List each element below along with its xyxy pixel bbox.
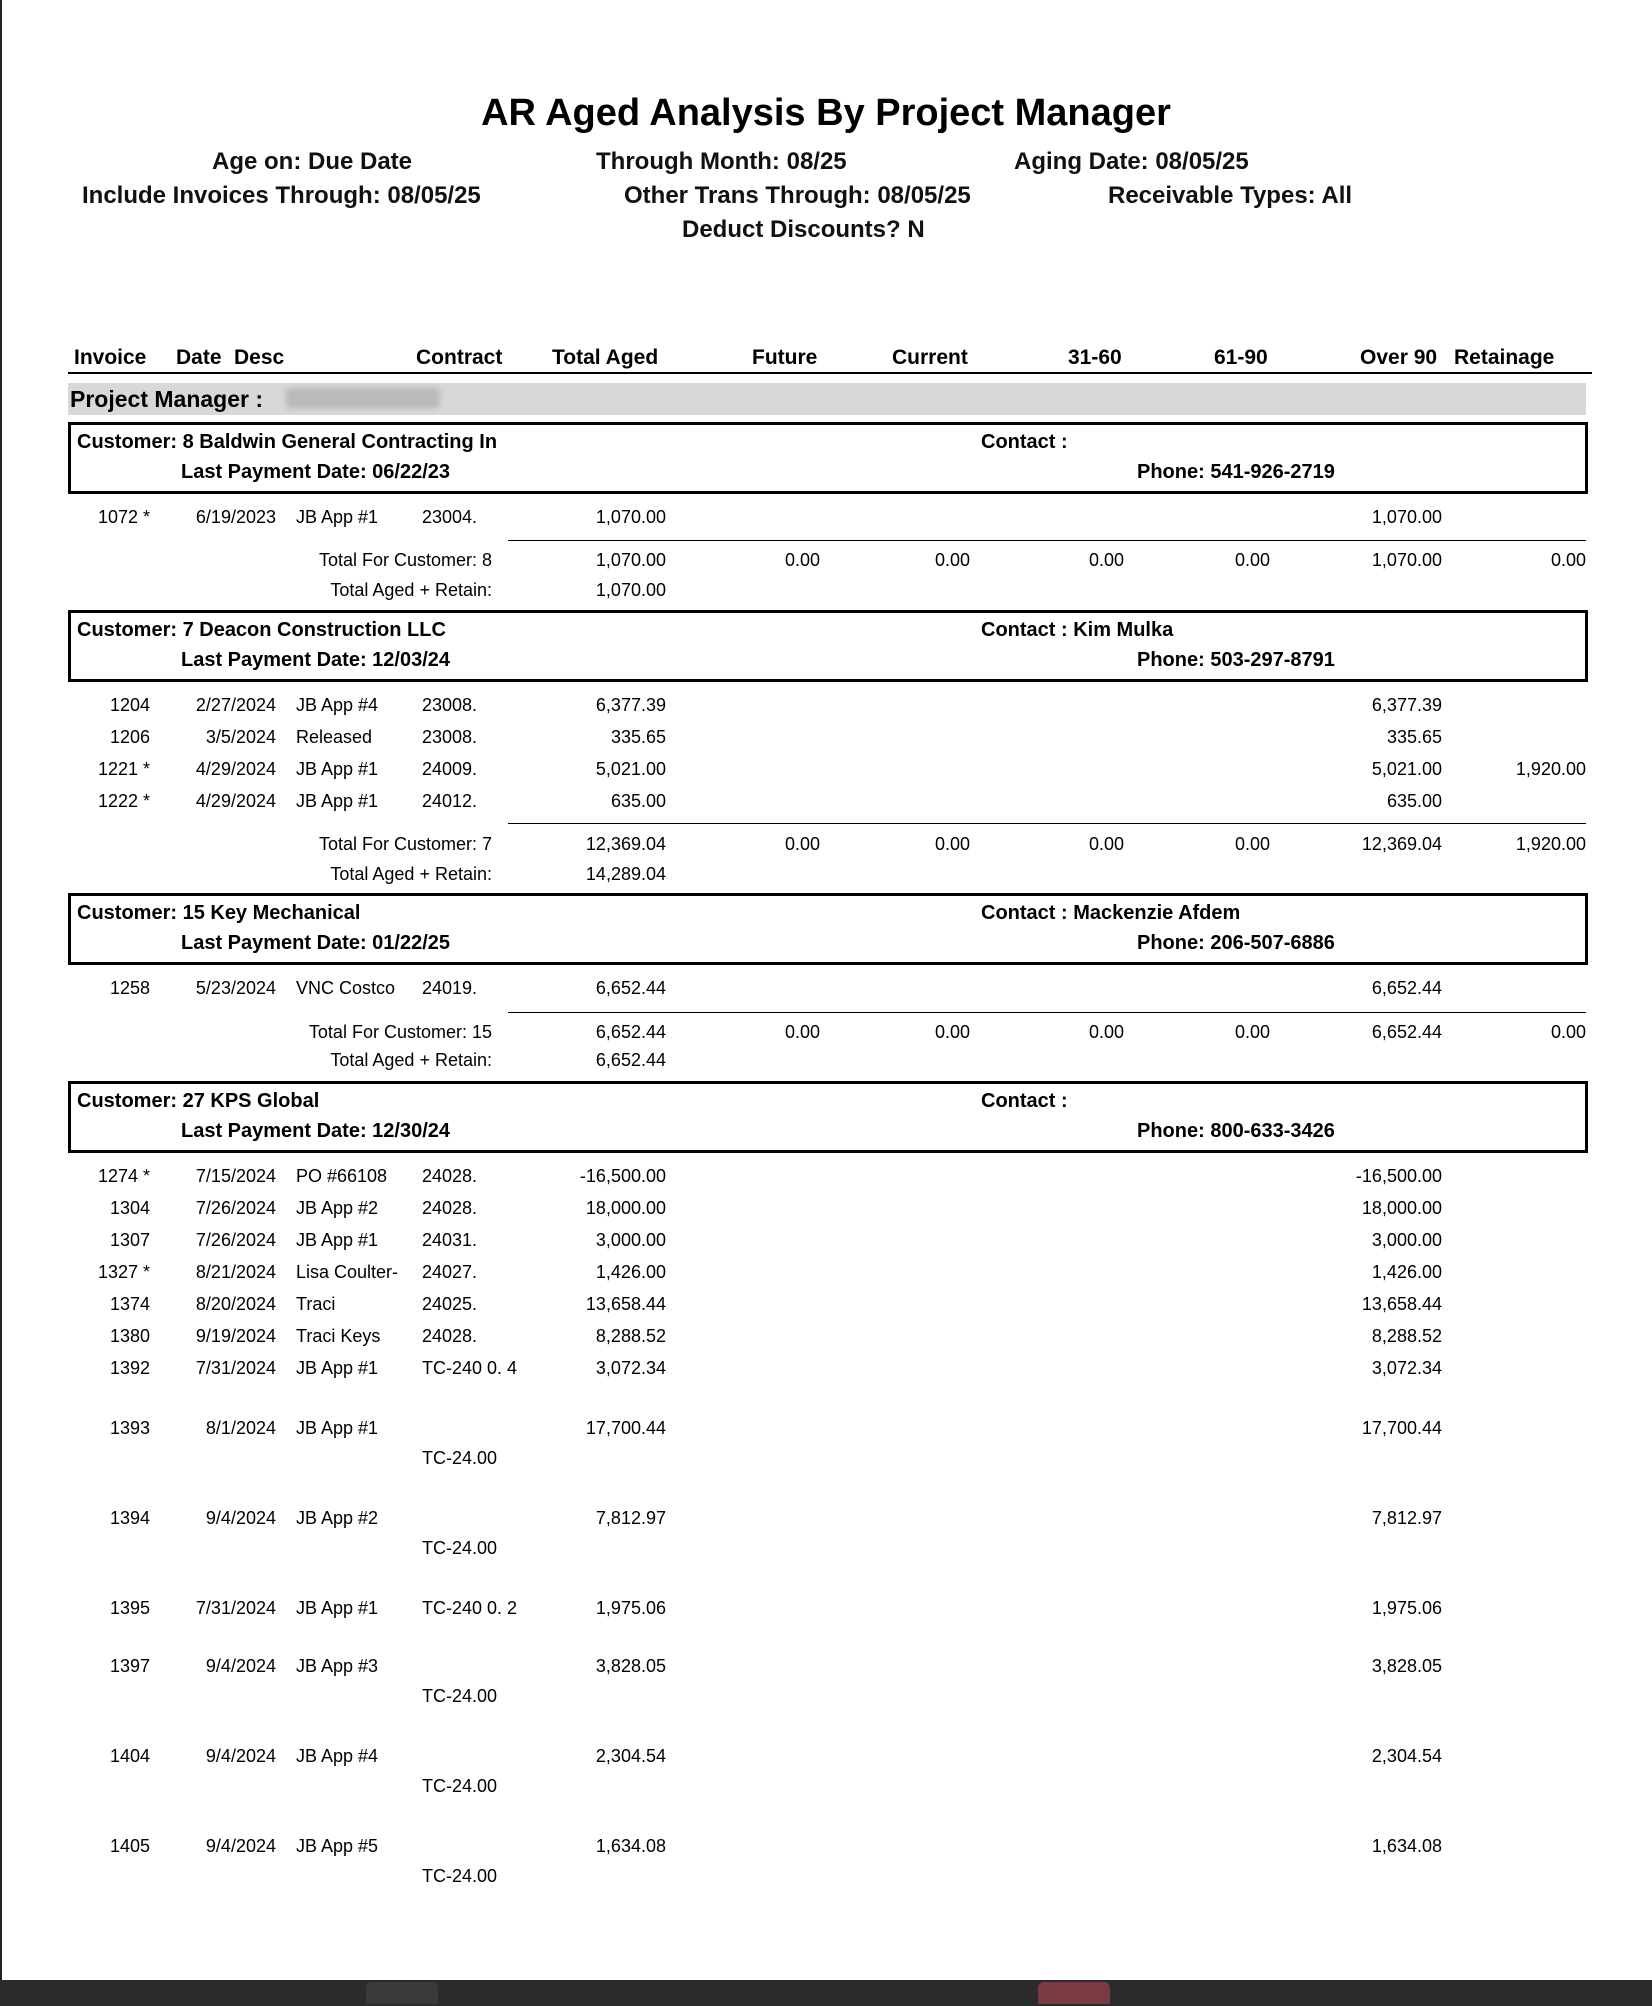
invoice-over-90: 3,072.34 — [1371, 1358, 1442, 1378]
aging-date: Aging Date: 08/05/25 — [1014, 148, 1249, 175]
total-61-90: 0.00 — [1234, 834, 1270, 854]
customer-phone: Phone: 206-507-6886 — [1137, 932, 1335, 954]
invoice-date: 7/31/2024 — [195, 1598, 276, 1618]
aged-retain-row — [0, 864, 1652, 888]
invoice-desc: Lisa Coulter- — [296, 1262, 399, 1282]
invoice-over-90: 2,304.54 — [1371, 1746, 1442, 1766]
invoice-total-aged: 7,812.97 — [595, 1508, 666, 1528]
customer-contact: Contact : Kim Mulka — [981, 619, 1174, 641]
invoice-row — [0, 1418, 1652, 1474]
invoice-row — [0, 1746, 1652, 1802]
invoice-total-aged: 2,304.54 — [595, 1746, 666, 1766]
invoice-over-90: 3,000.00 — [1371, 1230, 1442, 1250]
invoice-row — [0, 1656, 1652, 1712]
invoice-contract: 24009. — [422, 759, 478, 779]
invoice-date: 9/4/2024 — [205, 1508, 276, 1528]
invoice-number: 1274 * — [97, 1166, 150, 1186]
total-31-60: 0.00 — [1088, 1022, 1124, 1042]
total-future: 0.00 — [784, 1022, 820, 1042]
invoice-over-90: 3,828.05 — [1371, 1656, 1442, 1676]
invoice-date: 9/4/2024 — [205, 1836, 276, 1856]
invoice-contract: TC-240 0. 4 — [422, 1358, 518, 1378]
total-over-90: 12,369.04 — [1361, 834, 1442, 854]
invoice-row — [0, 978, 1652, 1002]
invoice-row — [0, 1262, 1652, 1286]
totals-rule — [508, 1012, 1586, 1013]
aged-retain-label: Total Aged + Retain: — [330, 1050, 492, 1070]
invoice-desc: JB App #1 — [296, 1230, 379, 1250]
last-payment-date: Last Payment Date: 06/22/23 — [181, 461, 451, 483]
invoice-number: 1393 — [109, 1418, 150, 1438]
invoice-date: 4/29/2024 — [195, 759, 276, 779]
invoice-row — [0, 1598, 1652, 1622]
invoice-total-aged: 1,975.06 — [595, 1598, 666, 1618]
invoice-number: 1374 — [109, 1294, 150, 1314]
customer-phone: Phone: 503-297-8791 — [1137, 649, 1335, 671]
invoice-contract: 24028. — [422, 1166, 478, 1186]
invoice-contract: TC-24.00 — [422, 1866, 498, 1886]
invoice-contract: 23008. — [422, 695, 478, 715]
invoice-desc: JB App #5 — [296, 1836, 379, 1856]
aged-retain-row — [0, 580, 1652, 604]
invoice-over-90: 8,288.52 — [1371, 1326, 1442, 1346]
invoice-total-aged: -16,500.00 — [579, 1166, 666, 1186]
invoice-over-90: 635.00 — [1386, 791, 1442, 811]
invoice-over-90: 1,426.00 — [1371, 1262, 1442, 1282]
invoice-date: 9/19/2024 — [195, 1326, 276, 1346]
include-invoices: Include Invoices Through: 08/05/25 — [82, 182, 481, 209]
invoice-row — [0, 1326, 1652, 1350]
invoice-total-aged: 3,000.00 — [595, 1230, 666, 1250]
customer-name: Customer: 8 Baldwin General Contracting In — [77, 431, 498, 453]
invoice-over-90: 5,021.00 — [1371, 759, 1442, 779]
aged-retain-total: 1,070.00 — [595, 580, 666, 600]
invoice-number: 1394 — [109, 1508, 150, 1528]
invoice-over-90: 17,700.44 — [1361, 1418, 1442, 1438]
customer-header-box — [68, 610, 1588, 682]
total-retainage: 0.00 — [1550, 550, 1586, 570]
invoice-contract: 23004. — [422, 507, 478, 527]
aged-retain-label: Total Aged + Retain: — [330, 864, 492, 884]
invoice-date: 3/5/2024 — [205, 727, 276, 747]
customer-name: Customer: 27 KPS Global — [77, 1090, 320, 1112]
invoice-number: 1397 — [109, 1656, 150, 1676]
last-payment-date: Last Payment Date: 12/03/24 — [181, 649, 451, 671]
invoice-desc: JB App #1 — [296, 1598, 379, 1618]
invoice-total-aged: 17,700.44 — [585, 1418, 666, 1438]
invoice-contract: TC-24.00 — [422, 1686, 498, 1706]
invoice-date: 8/1/2024 — [205, 1418, 276, 1438]
invoice-number: 1405 — [109, 1836, 150, 1856]
total-future: 0.00 — [784, 550, 820, 570]
invoice-contract: TC-240 0. 2 — [422, 1598, 518, 1618]
header-rule — [68, 372, 1592, 374]
aged-retain-total: 6,652.44 — [595, 1050, 666, 1070]
total-61-90: 0.00 — [1234, 1022, 1270, 1042]
other-trans: Other Trans Through: 08/05/25 — [624, 182, 971, 209]
total-label: Total For Customer: 7 — [318, 834, 492, 854]
total-retainage: 0.00 — [1550, 1022, 1586, 1042]
col-61-90: 61-90 — [1214, 346, 1268, 369]
invoice-number: 1395 — [109, 1598, 150, 1618]
customer-total-row — [0, 550, 1652, 574]
invoice-number: 1258 — [109, 978, 150, 998]
col-over-90: Over 90 — [1360, 346, 1438, 369]
invoice-row — [0, 791, 1652, 815]
invoice-desc: JB App #4 — [296, 695, 379, 715]
project-manager-label: Project Manager : — [70, 386, 263, 412]
invoice-number: 1380 — [109, 1326, 150, 1346]
total-over-90: 6,652.44 — [1371, 1022, 1442, 1042]
invoice-total-aged: 13,658.44 — [585, 1294, 666, 1314]
invoice-date: 7/31/2024 — [195, 1358, 276, 1378]
invoice-number: 1206 — [109, 727, 150, 747]
taskbar — [0, 1980, 1652, 2006]
invoice-number: 1327 * — [97, 1262, 150, 1282]
invoice-contract: TC-24.00 — [422, 1538, 498, 1558]
invoice-date: 5/23/2024 — [195, 978, 276, 998]
invoice-desc: PO #66108 — [296, 1166, 388, 1186]
invoice-row — [0, 1166, 1652, 1190]
invoice-number: 1222 * — [97, 791, 150, 811]
report-title: AR Aged Analysis By Project Manager — [481, 92, 1171, 134]
invoice-desc: JB App #1 — [296, 791, 379, 811]
invoice-over-90: 6,377.39 — [1371, 695, 1442, 715]
invoice-retainage: 1,920.00 — [1515, 759, 1586, 779]
total-aged: 12,369.04 — [585, 834, 666, 854]
invoice-row — [0, 507, 1652, 531]
invoice-row — [0, 759, 1652, 783]
invoice-date: 9/4/2024 — [205, 1746, 276, 1766]
invoice-total-aged: 1,426.00 — [595, 1262, 666, 1282]
invoice-row — [0, 1836, 1652, 1892]
invoice-desc: Traci Keys — [296, 1326, 381, 1346]
invoice-desc: JB App #2 — [296, 1508, 379, 1528]
invoice-contract: 24028. — [422, 1326, 478, 1346]
invoice-date: 9/4/2024 — [205, 1656, 276, 1676]
aged-retain-row — [0, 1050, 1652, 1074]
invoice-total-aged: 8,288.52 — [595, 1326, 666, 1346]
invoice-desc: Traci — [296, 1294, 336, 1314]
invoice-date: 7/26/2024 — [195, 1230, 276, 1250]
invoice-contract: 24025. — [422, 1294, 478, 1314]
col-invoice: Invoice — [74, 346, 147, 369]
invoice-number: 1221 * — [97, 759, 150, 779]
invoice-total-aged: 1,070.00 — [595, 507, 666, 527]
invoice-number: 1304 — [109, 1198, 150, 1218]
customer-contact: Contact : — [981, 431, 1068, 453]
invoice-row — [0, 1294, 1652, 1318]
invoice-contract: TC-24.00 — [422, 1448, 498, 1468]
customer-name: Customer: 7 Deacon Construction LLC — [77, 619, 446, 641]
receivable-types: Receivable Types: All — [1108, 182, 1353, 209]
invoice-date: 6/19/2023 — [195, 507, 276, 527]
invoice-contract: 24012. — [422, 791, 478, 811]
total-over-90: 1,070.00 — [1371, 550, 1442, 570]
invoice-row — [0, 727, 1652, 751]
customer-contact: Contact : Mackenzie Afdem — [981, 902, 1241, 924]
invoice-desc: JB App #1 — [296, 507, 379, 527]
invoice-number: 1392 — [109, 1358, 150, 1378]
col-date: Date — [176, 346, 222, 369]
invoice-over-90: 1,975.06 — [1371, 1598, 1442, 1618]
invoice-over-90: -16,500.00 — [1355, 1166, 1442, 1186]
invoice-desc: JB App #3 — [296, 1656, 379, 1676]
col-31-60: 31-60 — [1068, 346, 1122, 369]
invoice-total-aged: 635.00 — [610, 791, 666, 811]
taskbar-item[interactable] — [1038, 1982, 1110, 2004]
invoice-row — [0, 1508, 1652, 1564]
aged-retain-label: Total Aged + Retain: — [330, 580, 492, 600]
through-month: Through Month: 08/25 — [596, 148, 847, 175]
customer-header-box — [68, 893, 1588, 965]
invoice-desc: JB App #4 — [296, 1746, 379, 1766]
invoice-number: 1072 * — [97, 507, 150, 527]
invoice-date: 7/15/2024 — [195, 1166, 276, 1186]
invoice-total-aged: 1,634.08 — [595, 1836, 666, 1856]
aged-retain-total: 14,289.04 — [585, 864, 666, 884]
invoice-total-aged: 6,377.39 — [595, 695, 666, 715]
invoice-row — [0, 1358, 1652, 1382]
customer-total-row — [0, 1022, 1652, 1046]
totals-rule — [508, 823, 1586, 824]
invoice-desc: JB App #1 — [296, 1358, 379, 1378]
col-retainage: Retainage — [1454, 346, 1555, 369]
redacted-manager-name — [286, 388, 440, 408]
invoice-over-90: 1,070.00 — [1371, 507, 1442, 527]
last-payment-date: Last Payment Date: 12/30/24 — [181, 1120, 451, 1142]
total-aged: 6,652.44 — [595, 1022, 666, 1042]
invoice-contract: 24031. — [422, 1230, 478, 1250]
invoice-number: 1404 — [109, 1746, 150, 1766]
invoice-contract: 23008. — [422, 727, 478, 747]
invoice-desc: JB App #2 — [296, 1198, 379, 1218]
total-current: 0.00 — [934, 834, 970, 854]
invoice-desc: Released — [296, 727, 373, 747]
customer-name: Customer: 15 Key Mechanical — [77, 902, 361, 924]
total-31-60: 0.00 — [1088, 550, 1124, 570]
invoice-date: 8/21/2024 — [195, 1262, 276, 1282]
total-61-90: 0.00 — [1234, 550, 1270, 570]
invoice-number: 1204 — [109, 695, 150, 715]
total-label: Total For Customer: 8 — [318, 550, 492, 570]
invoice-over-90: 7,812.97 — [1371, 1508, 1442, 1528]
customer-header-box — [68, 422, 1588, 494]
total-current: 0.00 — [934, 550, 970, 570]
total-future: 0.00 — [784, 834, 820, 854]
invoice-over-90: 335.65 — [1386, 727, 1442, 747]
col-current: Current — [892, 346, 968, 369]
col-desc: Desc — [234, 346, 285, 369]
invoice-desc: JB App #1 — [296, 759, 379, 779]
total-label: Total For Customer: 15 — [308, 1022, 492, 1042]
invoice-contract: 24027. — [422, 1262, 478, 1282]
col-total-aged: Total Aged — [552, 346, 659, 369]
invoice-total-aged: 335.65 — [610, 727, 666, 747]
deduct-discounts: Deduct Discounts? N — [682, 216, 925, 243]
invoice-over-90: 1,634.08 — [1371, 1836, 1442, 1856]
invoice-desc: VNC Costco — [296, 978, 396, 998]
total-aged: 1,070.00 — [595, 550, 666, 570]
customer-total-row — [0, 834, 1652, 858]
total-retainage: 1,920.00 — [1515, 834, 1586, 854]
invoice-total-aged: 3,828.05 — [595, 1656, 666, 1676]
invoice-total-aged: 5,021.00 — [595, 759, 666, 779]
invoice-over-90: 6,652.44 — [1371, 978, 1442, 998]
invoice-contract: TC-24.00 — [422, 1776, 498, 1796]
invoice-contract: 24028. — [422, 1198, 478, 1218]
invoice-over-90: 13,658.44 — [1361, 1294, 1442, 1314]
invoice-desc: JB App #1 — [296, 1418, 379, 1438]
invoice-contract: 24019. — [422, 978, 478, 998]
invoice-total-aged: 3,072.34 — [595, 1358, 666, 1378]
totals-rule — [508, 540, 1586, 541]
last-payment-date: Last Payment Date: 01/22/25 — [181, 932, 451, 954]
invoice-date: 7/26/2024 — [195, 1198, 276, 1218]
customer-contact: Contact : — [981, 1090, 1068, 1112]
invoice-row — [0, 1230, 1652, 1254]
invoice-row — [0, 695, 1652, 719]
customer-phone: Phone: 800-633-3426 — [1137, 1120, 1335, 1142]
invoice-total-aged: 18,000.00 — [585, 1198, 666, 1218]
invoice-over-90: 18,000.00 — [1361, 1198, 1442, 1218]
col-contract: Contract — [416, 346, 503, 369]
col-future: Future — [752, 346, 818, 369]
invoice-row — [0, 1198, 1652, 1222]
customer-phone: Phone: 541-926-2719 — [1137, 461, 1335, 483]
invoice-date: 4/29/2024 — [195, 791, 276, 811]
total-current: 0.00 — [934, 1022, 970, 1042]
invoice-total-aged: 6,652.44 — [595, 978, 666, 998]
taskbar-item[interactable] — [366, 1982, 438, 2004]
invoice-number: 1307 — [109, 1230, 150, 1250]
total-31-60: 0.00 — [1088, 834, 1124, 854]
customer-header-box — [68, 1081, 1588, 1153]
invoice-date: 2/27/2024 — [195, 695, 276, 715]
invoice-date: 8/20/2024 — [195, 1294, 276, 1314]
age-on: Age on: Due Date — [212, 148, 413, 175]
